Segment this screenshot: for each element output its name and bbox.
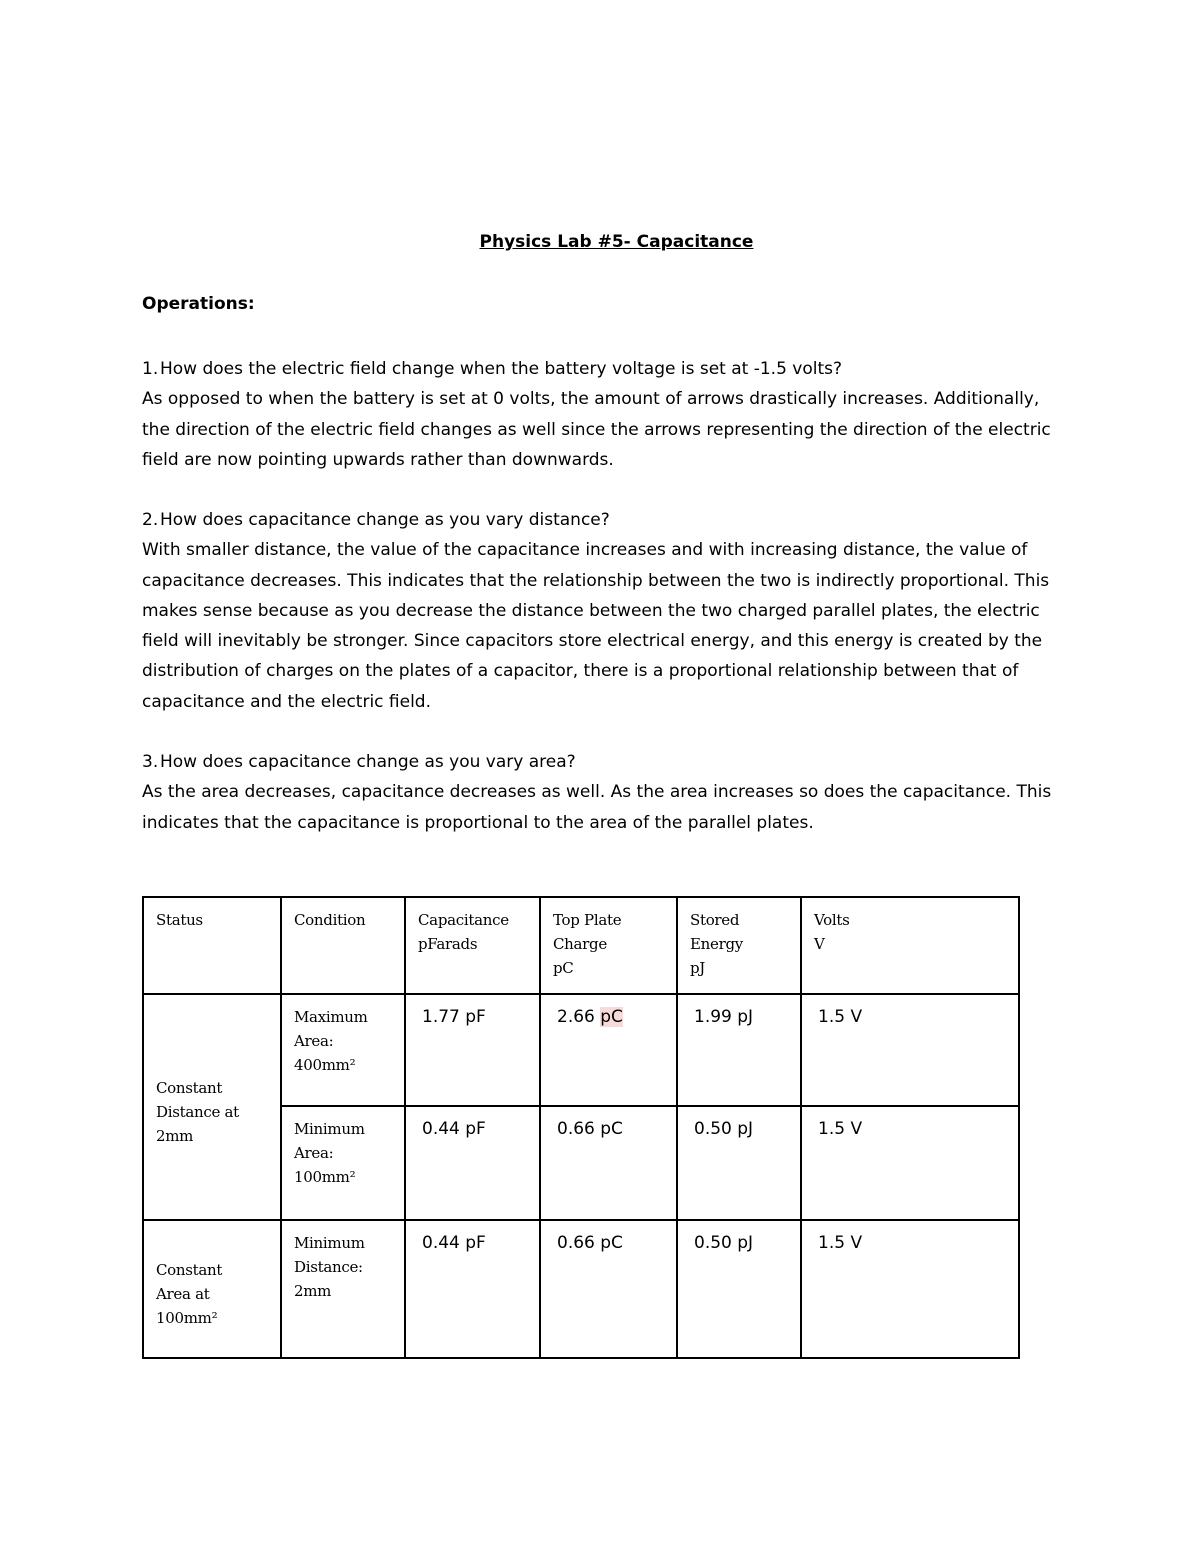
table-row: [143, 1220, 1019, 1358]
question-text: How does capacitance change as you vary distance?: [160, 510, 610, 530]
energy-cell: 1.99 pJ: [677, 994, 801, 1106]
question-block-3: [142, 747, 1072, 838]
question-text: How does the electric field change when the battery voltage is set at -1.5 volts?: [160, 359, 843, 379]
charge-cell: [540, 994, 677, 1106]
answer-text: As opposed to when the battery is set at 0 volts, the amount of arrows drastically increases. Additionally, the direction of the electric field changes as well since the arrows representing the direction of the electric field are now pointing upwards rather than downwards.: [142, 389, 1051, 470]
condition-cell: Minimum Distance: 2mm: [281, 1220, 405, 1358]
energy-cell: 0.50 pJ: [677, 1220, 801, 1358]
document-title: Physics Lab #5- Capacitance: [479, 232, 754, 252]
condition-cell: Minimum Area: 100mm²: [281, 1106, 405, 1220]
header-volts: Volts V: [801, 897, 1019, 994]
table-row: [143, 994, 1019, 1106]
volts-cell: 1.5 V: [801, 1220, 1019, 1358]
question-number: 3.: [142, 752, 159, 772]
charge-unit-highlighted: pC: [600, 1007, 623, 1027]
question-number: 2.: [142, 510, 159, 530]
charge-cell: [540, 1106, 677, 1220]
header-capacitance: Capacitance pFarads: [405, 897, 540, 994]
question-block-1: [142, 354, 1072, 475]
charge-unit: pC: [600, 1119, 623, 1139]
capacitance-cell: 1.77 pF: [405, 994, 540, 1106]
energy-cell: 0.50 pJ: [677, 1106, 801, 1220]
answer-text: With smaller distance, the value of the capacitance increases and with increasing distance, the value of capacitance decreases. This indicates that the relationship between the two is indirectly proportional. This makes sense because as you decrease the distance between the two charged parallel plates, the electric field will inevitably be stronger. Since capacitors store electrical energy, and this energy is created by the distribution of charges on the plates of a capacitor, there is a proportional relationship between that of capacitance and the electric field.: [142, 540, 1050, 712]
section-heading-operations: Operations:: [142, 294, 255, 314]
charge-cell: [540, 1220, 677, 1358]
answer-text: As the area decreases, capacitance decreases as well. As the area increases so does the capacitance. This indicates that the capacitance is proportional to the area of the parallel plates.: [142, 782, 1052, 833]
capacitance-data-table: [142, 896, 1020, 1359]
charge-unit: pC: [600, 1233, 623, 1253]
status-cell: Constant Area at 100mm²: [143, 1220, 281, 1358]
charge-value: 0.66: [557, 1233, 595, 1253]
header-condition: Condition: [281, 897, 405, 994]
question-text: How does capacitance change as you vary area?: [160, 752, 576, 772]
condition-cell: Maximum Area: 400mm²: [281, 994, 405, 1106]
capacitance-cell: 0.44 pF: [405, 1220, 540, 1358]
status-cell: Constant Distance at 2mm: [143, 994, 281, 1220]
volts-cell: 1.5 V: [801, 994, 1019, 1106]
question-block-2: [142, 505, 1072, 717]
header-stored-energy: Stored Energy pJ: [677, 897, 801, 994]
volts-cell: 1.5 V: [801, 1106, 1019, 1220]
charge-value: 0.66: [557, 1119, 595, 1139]
header-status: Status: [143, 897, 281, 994]
question-number: 1.: [142, 359, 159, 379]
charge-value: 2.66: [557, 1007, 595, 1027]
header-top-plate-charge: Top Plate Charge pC: [540, 897, 677, 994]
capacitance-cell: 0.44 pF: [405, 1106, 540, 1220]
table-header-row: [143, 897, 1019, 994]
